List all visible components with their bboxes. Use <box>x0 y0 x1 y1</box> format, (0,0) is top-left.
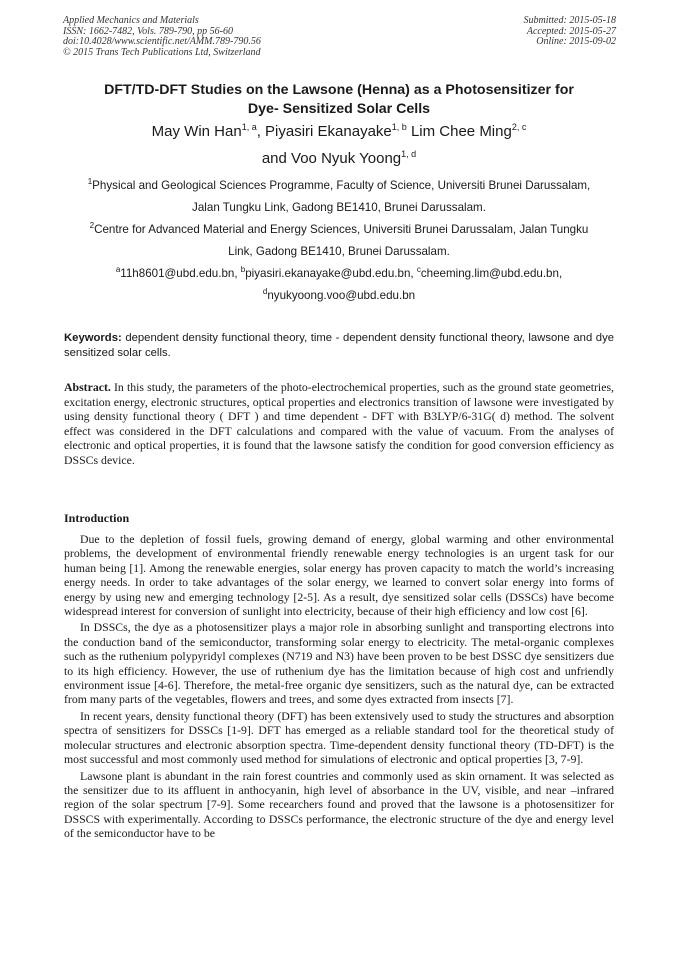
author-line-2 <box>40 145 638 172</box>
submitted-date: Submitted: 2015-05-18 <box>523 15 616 26</box>
keywords-block <box>64 331 614 360</box>
affil-text: Physical and Geological Sciences Programme, Faculty of Science, Universiti Brunei Darussalam, <box>92 179 591 192</box>
email-link[interactable]: 11h8601@ubd.edu.bn, <box>120 267 241 280</box>
affil-mark: 2 <box>89 221 95 230</box>
introduction-heading: Introduction <box>64 511 130 525</box>
author-name: May Win Han <box>151 123 242 140</box>
author-affil-mark: 2, c <box>511 122 527 132</box>
paragraph: Lawsone plant is abundant in the rain forest countries and commonly used as skin ornament. It was selected as the sensitizer due to its affluent in anthocyanin, high level of absorbance in the UV, visible, and near –infrared region of the solar spectrum [7-9]. Some recearchers found and proved that the lawsone is a photosensitizer for DSSCS with experimentally. According to DSSCs performance, the electronic structure of the dye and energy level of the semiconductor have to be <box>64 768 614 841</box>
author-name: , Piyasiri Ekanayake <box>256 123 392 140</box>
author-name: and Voo Nyuk Yoong <box>261 150 402 167</box>
author-affil-mark: 1, b <box>391 122 407 132</box>
abstract-label: Abstract. <box>64 380 111 394</box>
email-mark: d <box>262 287 268 296</box>
email-line-2 <box>52 285 626 307</box>
email-link[interactable]: cheeming.lim@ubd.edu.bn, <box>420 267 563 280</box>
accepted-date: Accepted: 2015-05-27 <box>526 25 616 37</box>
title-line-1: DFT/TD-DFT Studies on the Lawsone (Henna) as a Photosensitizer for <box>104 82 574 98</box>
keywords-label: Keywords: <box>64 332 122 344</box>
email-mark: a <box>115 265 121 274</box>
paragraph: In recent years, density functional theory (DFT) has been extensively used to study the structures and absorption spectra of sensitizers for DSSCs [1-9]. DFT has emerged as a reliable standard tool for the theoretical study of molecular structures and electronic absorption spectra. Time-dependent density functional theory (TD-DFT) is the most successful and most commonly used method for simulations of electronic and optical properties [3, 7-9]. <box>64 708 614 767</box>
affiliations <box>52 175 626 307</box>
paragraph: In DSSCs, the dye as a photosensitizer plays a major role in absorbing sunlight and transporting electrons into the conduction band of the semiconductor, transforming solar energy to electricity. The metal-organic complexes such as the ruthenium polypyridyl complexes (N719 and N3) have been proven to be best DSSC dye sensitizers due to its high efficiency. However, the use of ruthenium dye has the limitation because of high cost and unfriendly environment issue [4-6]. Therefore, the metal-free organic dye sensitizers, such as the natural dye, can be extracted from many parts of the vegetables, flowers and trees, and some dyes extracted from insects [7]. <box>64 620 614 707</box>
author-line-1 <box>40 118 638 145</box>
copyright-line: © 2015 Trans Tech Publications Ltd, Switzerland <box>63 46 261 58</box>
paper-title <box>40 81 638 119</box>
abstract-block <box>64 380 614 468</box>
email-link[interactable]: piyasiri.ekanayake@ubd.edu.bn, <box>245 267 417 280</box>
journal-name: Applied Mechanics and Materials <box>63 15 199 26</box>
email-line-1 <box>52 263 626 285</box>
affil-text: Centre for Advanced Material and Energy Sciences, Universiti Brunei Darussalam, Jalan Tungku <box>94 223 589 236</box>
affil-mark: 1 <box>87 177 93 186</box>
author-affil-mark: 1, d <box>401 149 417 159</box>
email-mark: b <box>240 265 246 274</box>
paragraph: Due to the depletion of fossil fuels, growing demand of energy, global warming and other environmental problems, the development of environmental friendly renewable energy technologies is an urgent task for our human being [1]. Among the renewable energies, solar energy has proven capacity to match the world’s increasing energy needs. In order to take advantages of the solar energy, we learned to convert solar energy into forms of energy by using new and emerging technology [2-5]. As a result, dye sensitized solar cells (DSSCs) have become widespread interest for conversion of sunlight into electricity, because of their high efficiency and low cost [6]. <box>64 532 614 619</box>
author-name: Lim Chee Ming <box>406 123 512 140</box>
title-line-2: Dye- Sensitized Solar Cells <box>247 101 431 117</box>
author-list <box>40 118 638 172</box>
introduction-body <box>64 532 614 843</box>
online-date: Online: 2015-09-02 <box>536 36 616 48</box>
journal-header <box>63 16 261 58</box>
affiliation-2 <box>52 219 626 241</box>
email-mark: c <box>416 265 421 274</box>
affiliation-1-cont: Jalan Tungku Link, Gadong BE1410, Brunei Darussalam. <box>192 201 486 214</box>
doi-line: doi:10.4028/www.scientific.net/AMM.789-790.56 <box>63 36 261 48</box>
author-affil-mark: 1, a <box>241 122 257 132</box>
affiliation-2-cont: Link, Gadong BE1410, Brunei Darussalam. <box>228 245 450 258</box>
issn-line: ISSN: 1662-7482, Vols. 789-790, pp 56-60 <box>63 25 233 37</box>
email-link[interactable]: nyukyoong.voo@ubd.edu.bn <box>267 289 416 302</box>
dates-header <box>524 16 617 48</box>
keywords-text: dependent density functional theory, time - dependent density functional theory, lawsone and dye sensitized solar cells. <box>64 332 614 359</box>
abstract-text: In this study, the parameters of the photo-electrochemical properties, such as the ground state geometries, excitation energy, electronic structures, optical properties and electronics transition of lawsone were investigated by using density functional theory ( DFT ) and time dependent - DFT with B3LYP/6-31G( d) method. The solvent effect was considered in the DFT calculations and compared with the value of vacuum. From the analyses of electronic and optical properties, it is found that the lawsone satisfy the condition for good conversion efficiency as DSSCs device. <box>64 380 614 467</box>
affiliation-1 <box>52 175 626 197</box>
